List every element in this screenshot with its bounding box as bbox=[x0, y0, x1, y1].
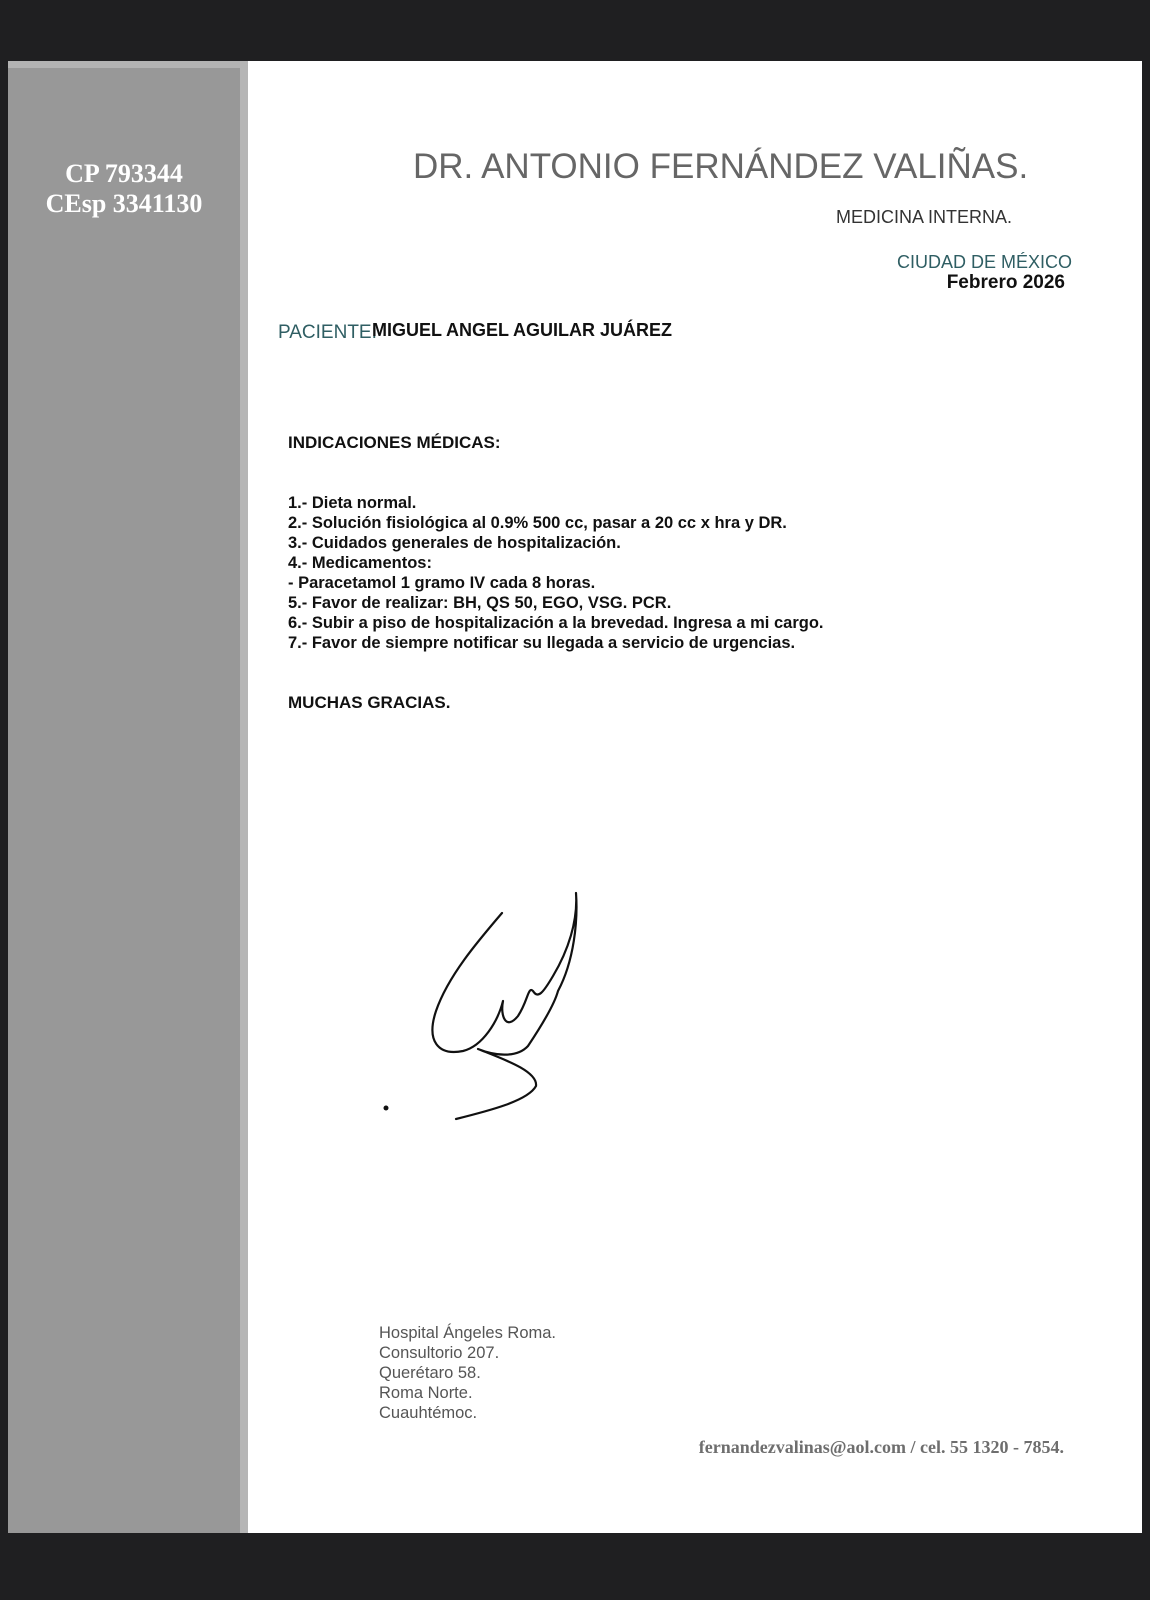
closing-text: MUCHAS GRACIAS. bbox=[288, 693, 451, 712]
doctor-name: DR. ANTONIO FERNÁNDEZ VALIÑAS. bbox=[413, 147, 1029, 186]
address-line: Roma Norte. bbox=[379, 1384, 473, 1402]
address-line: Cuauhtémoc. bbox=[379, 1404, 478, 1422]
sidebar-edge bbox=[240, 61, 248, 1533]
list-item: 2.- Solución fisiológica al 0.9% 500 cc, pasar a 20 cc x hra y DR. bbox=[288, 514, 787, 532]
patient-label: PACIENTE: bbox=[278, 322, 377, 343]
contact-info: fernandezvalinas@aol.com / cel. 55 1320 - 7854. bbox=[698, 1437, 1064, 1457]
indications-list bbox=[288, 493, 824, 653]
address-line: Hospital Ángeles Roma. bbox=[379, 1324, 557, 1342]
indications-title: INDICACIONES MÉDICAS: bbox=[288, 433, 501, 452]
prescription-page bbox=[8, 61, 1142, 1533]
list-item: 7.- Favor de siempre notificar su llegada a servicio de urgencias. bbox=[288, 634, 796, 652]
city: CIUDAD DE MÉXICO bbox=[896, 252, 1072, 272]
list-item: 5.- Favor de realizar: BH, QS 50, EGO, VSG. PCR. bbox=[288, 594, 672, 612]
patient-name: MIGUEL ANGEL AGUILAR JUÁREZ bbox=[372, 320, 673, 340]
list-item: - Paracetamol 1 gramo IV cada 8 horas. bbox=[288, 574, 596, 592]
address-line: Querétaro 58. bbox=[379, 1364, 481, 1382]
date: Febrero 2026 bbox=[946, 272, 1065, 293]
address-line: Consultorio 207. bbox=[379, 1344, 500, 1362]
cp-license: CP 793344 bbox=[65, 159, 183, 188]
list-item: 1.- Dieta normal. bbox=[288, 494, 417, 512]
address-block bbox=[379, 1323, 556, 1423]
list-item: 4.- Medicamentos: bbox=[288, 554, 432, 572]
signature bbox=[378, 881, 598, 1121]
list-item: 3.- Cuidados generales de hospitalización. bbox=[288, 534, 621, 552]
sidebar-band bbox=[8, 61, 240, 1533]
specialty: MEDICINA INTERNA. bbox=[835, 207, 1012, 227]
list-item: 6.- Subir a piso de hospitalización a la brevedad. Ingresa a mi cargo. bbox=[288, 614, 824, 632]
cesp-license: CEsp 3341130 bbox=[45, 189, 203, 218]
